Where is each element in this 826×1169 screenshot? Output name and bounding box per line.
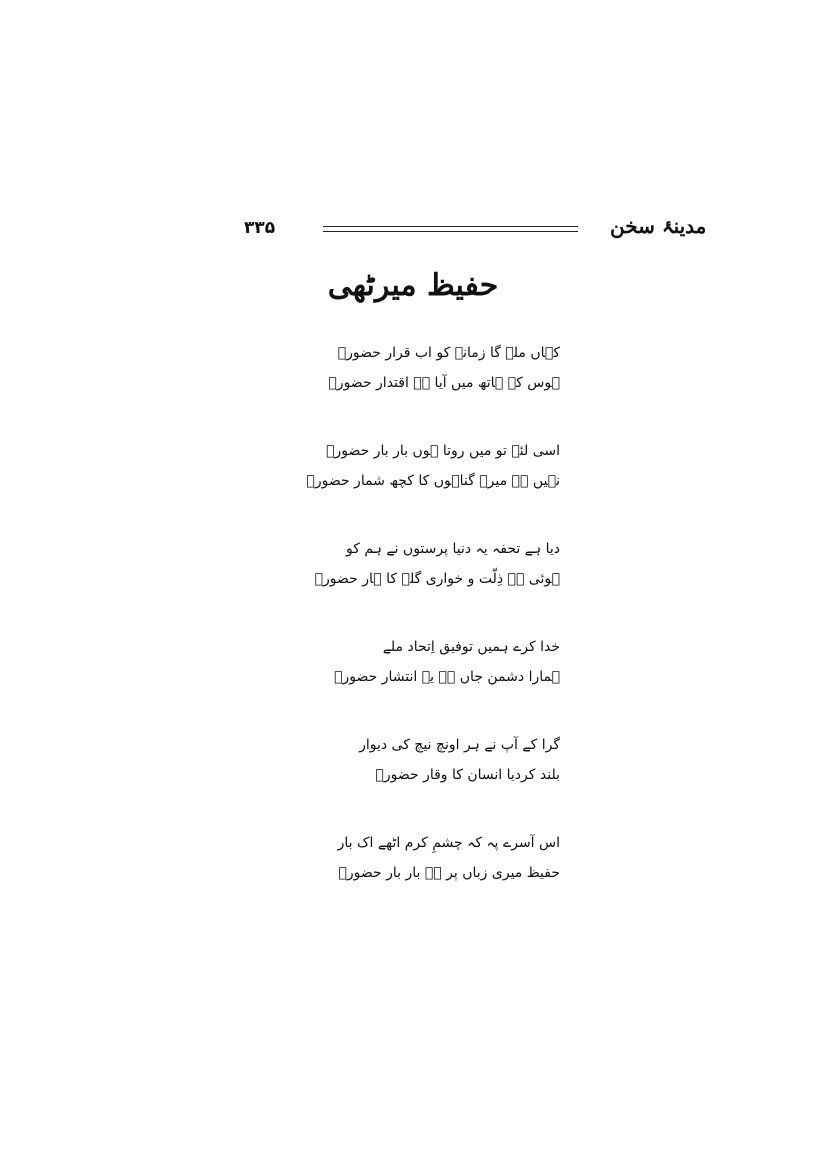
verse-line: ہمارا دشمن جاں ہے یہ انتشار حضورؐ	[334, 669, 560, 685]
stanza-3	[314, 534, 560, 594]
header-rule-bottom	[323, 231, 578, 232]
verse-line: ہوس کے ہاتھ میں آیا ہے اقتدار حضورؐ	[328, 375, 560, 391]
book-title: مدینۂ سخن	[610, 214, 707, 238]
verse-line: نہیں ہے میرے گناہوں کا کچھ شمار حضورؐ	[306, 473, 560, 489]
verse-line: اسی لئے تو میں روتا ہوں بار بار حضورؐ	[326, 443, 560, 459]
stanza-1	[330, 338, 560, 398]
verse-line: بلند کردیا انسان کا وقار حضورؐ	[375, 767, 560, 783]
stanza-6	[330, 828, 560, 888]
poem	[306, 338, 560, 926]
verse-line: حفیظ میری زباں پر ہے بار بار حضورؐ	[338, 865, 560, 881]
verse-line: گرا کے آپ نے ہر اونچ نیچ کی دیوار	[359, 737, 560, 753]
verse-line: دیا ہے تحفہ یہ دنیا پرستوں نے ہم کو	[346, 541, 560, 557]
poet-name: حفیظ میرٹھی	[327, 268, 499, 303]
verse-line: اس آسرے پہ کہ چشمِ کرم اٹھے اک بار	[337, 835, 560, 851]
page-number: ۳۳۵	[244, 218, 276, 238]
stanza-4	[330, 632, 560, 692]
stanza-2	[306, 436, 560, 496]
verse-line: ہوئی ہے ذِلّت و خواری گلے کا ہار حضورؐ	[314, 571, 560, 587]
header-rule-top	[323, 226, 578, 227]
verse-line: کہاں ملے گا زمانے کو اب قرار حضورؐ	[337, 345, 560, 361]
stanza-5	[330, 730, 560, 790]
verse-line: خدا کرے ہمیں توفیق اِتحاد ملے	[382, 639, 560, 655]
